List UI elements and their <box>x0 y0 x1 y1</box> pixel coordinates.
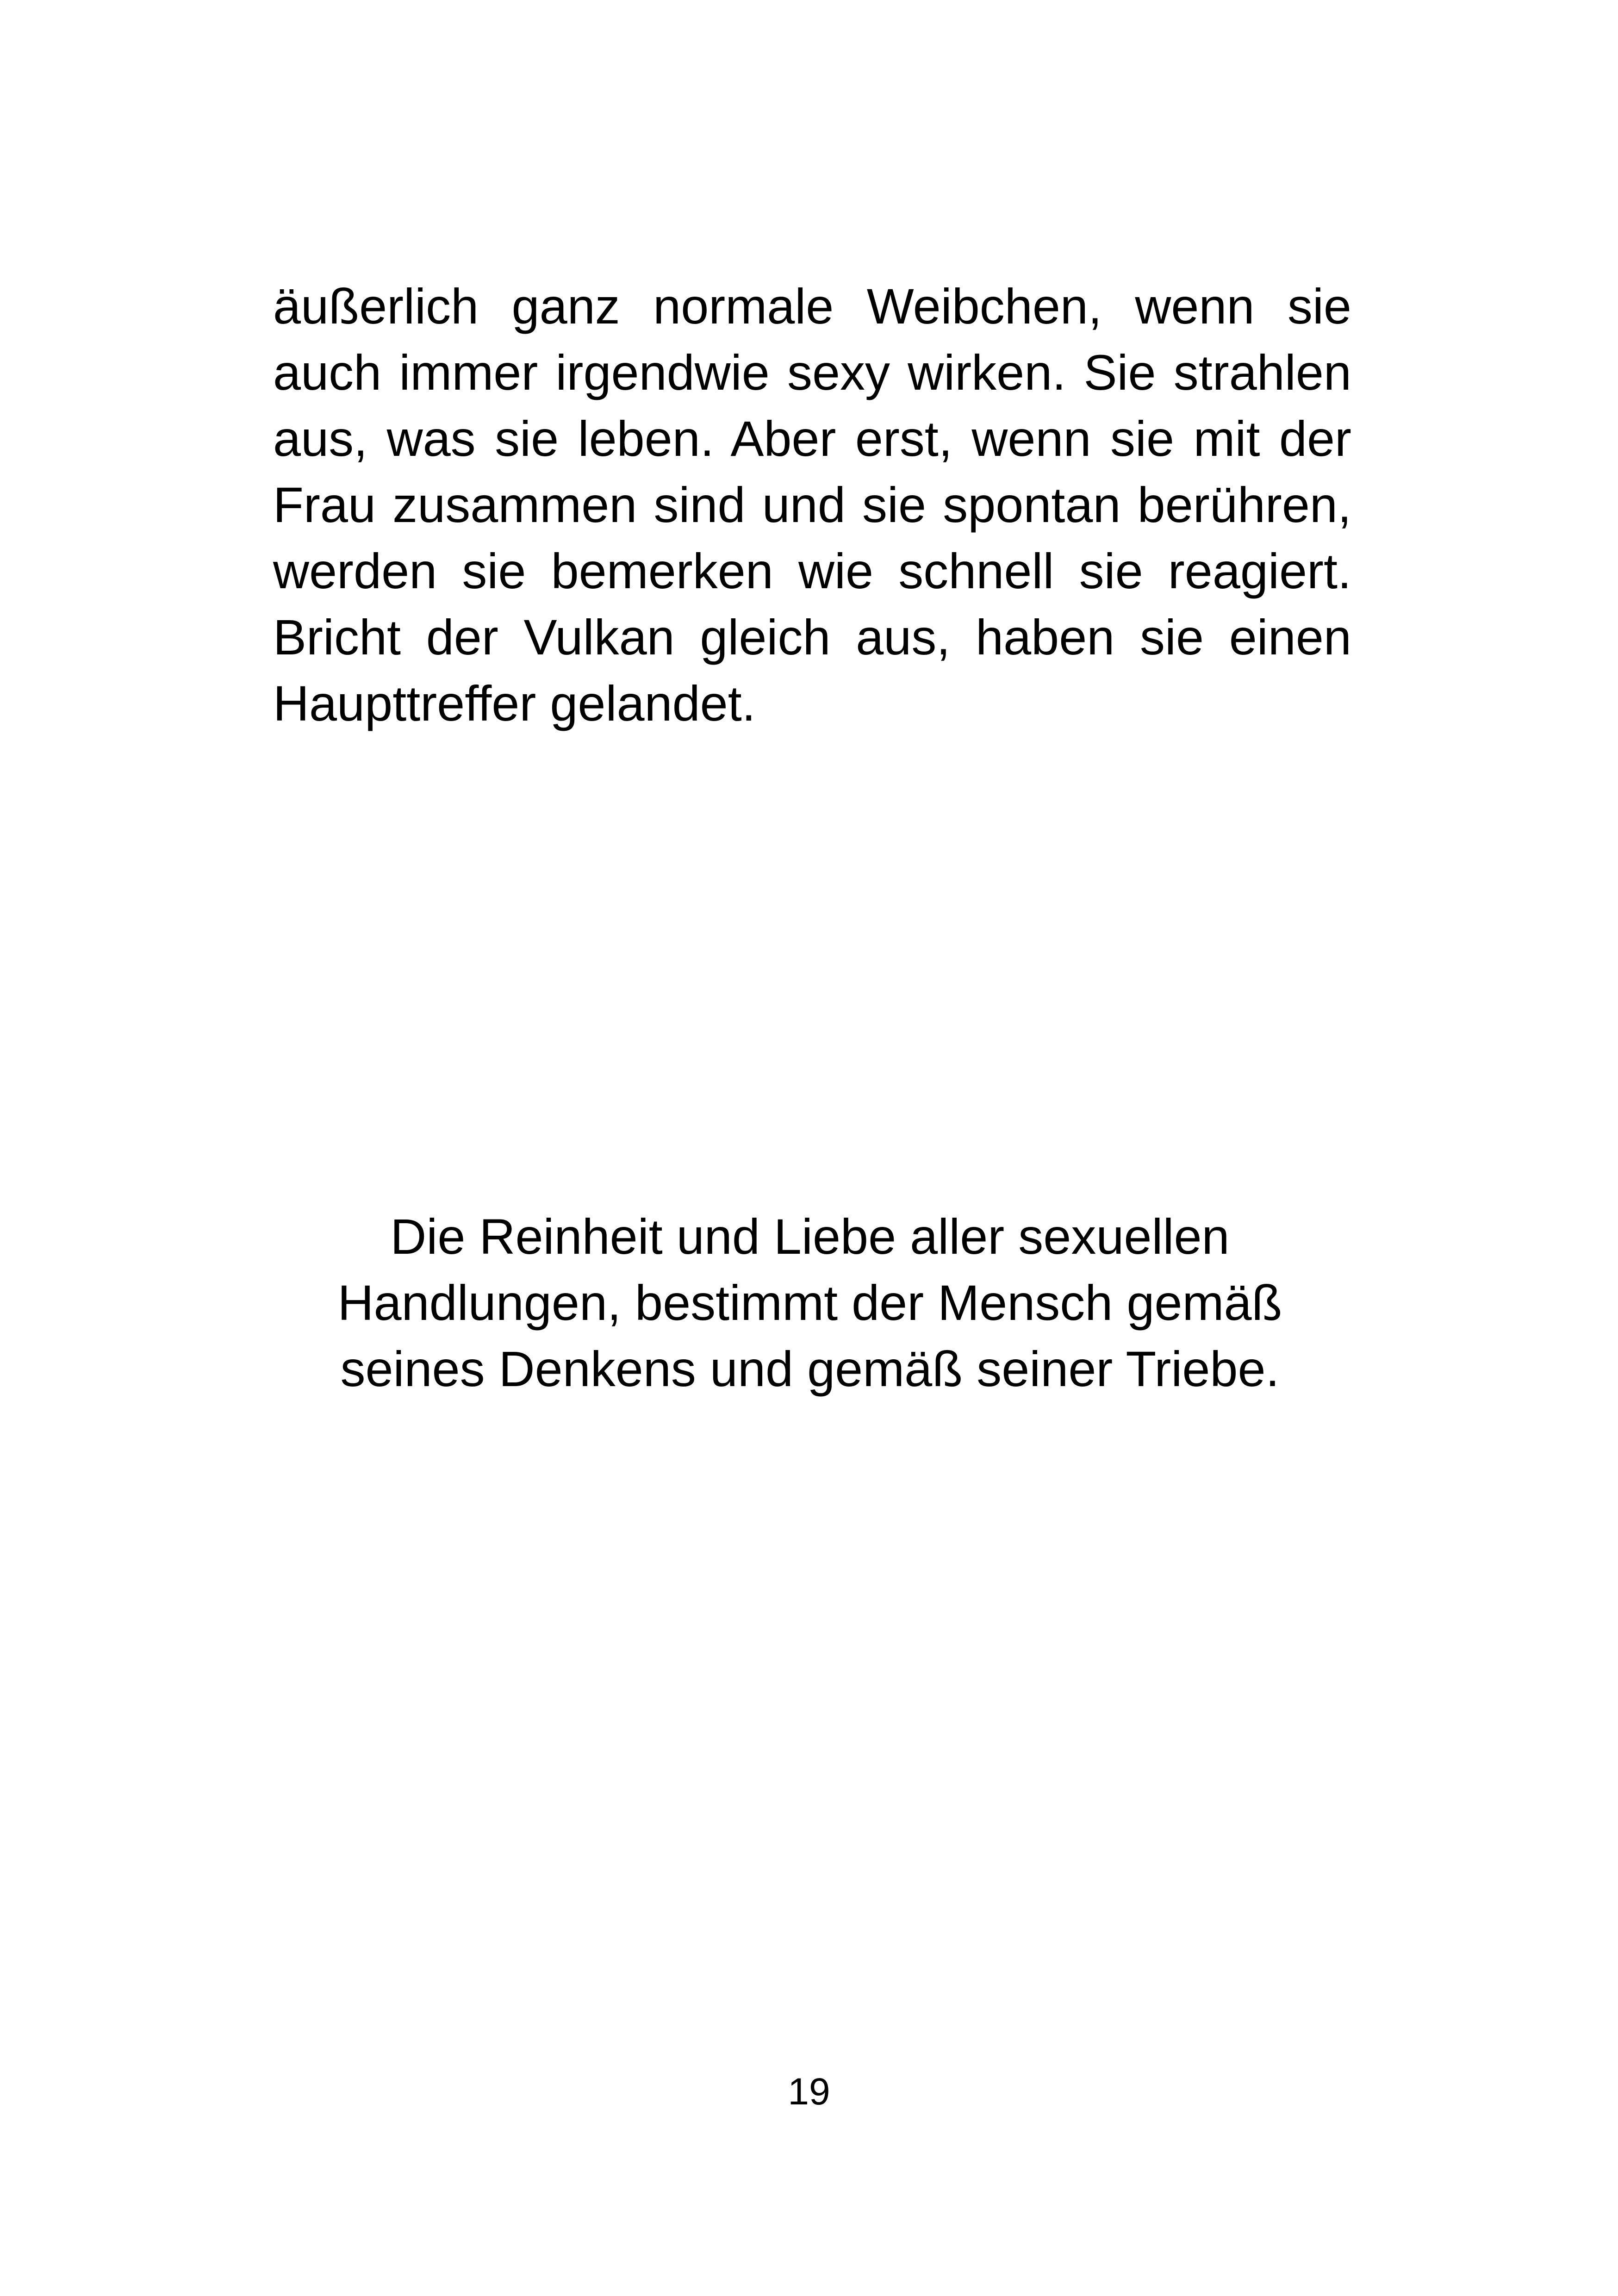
paragraph-line: äußerlich ganz normale Weibchen, wenn sie <box>273 278 1351 334</box>
page-number: 19 <box>788 2071 830 2113</box>
paragraph-line: auch immer irgendwie sexy wirken. Sie strahlen <box>273 344 1351 400</box>
quote-line: seines Denkens und gemäß seiner Triebe. <box>340 1341 1280 1397</box>
centered-quote <box>231 1203 1388 1402</box>
quote-line: Die Reinheit und Liebe aller sexuellen <box>390 1208 1230 1264</box>
paragraph-line: Bricht der Vulkan gleich aus, haben sie einen <box>273 609 1351 665</box>
quote-line: Handlungen, bestimmt der Mensch gemäß <box>337 1275 1282 1331</box>
paragraph-line: werden sie bemerken wie schnell sie reagiert. <box>273 543 1351 599</box>
paragraph-line: Haupttreffer gelandet. <box>273 675 756 731</box>
paragraph-line: aus, was sie leben. Aber erst, wenn sie mit der <box>273 411 1351 467</box>
paragraph-line: Frau zusammen sind und sie spontan berühren, <box>273 477 1351 533</box>
body-paragraph <box>273 273 1351 736</box>
